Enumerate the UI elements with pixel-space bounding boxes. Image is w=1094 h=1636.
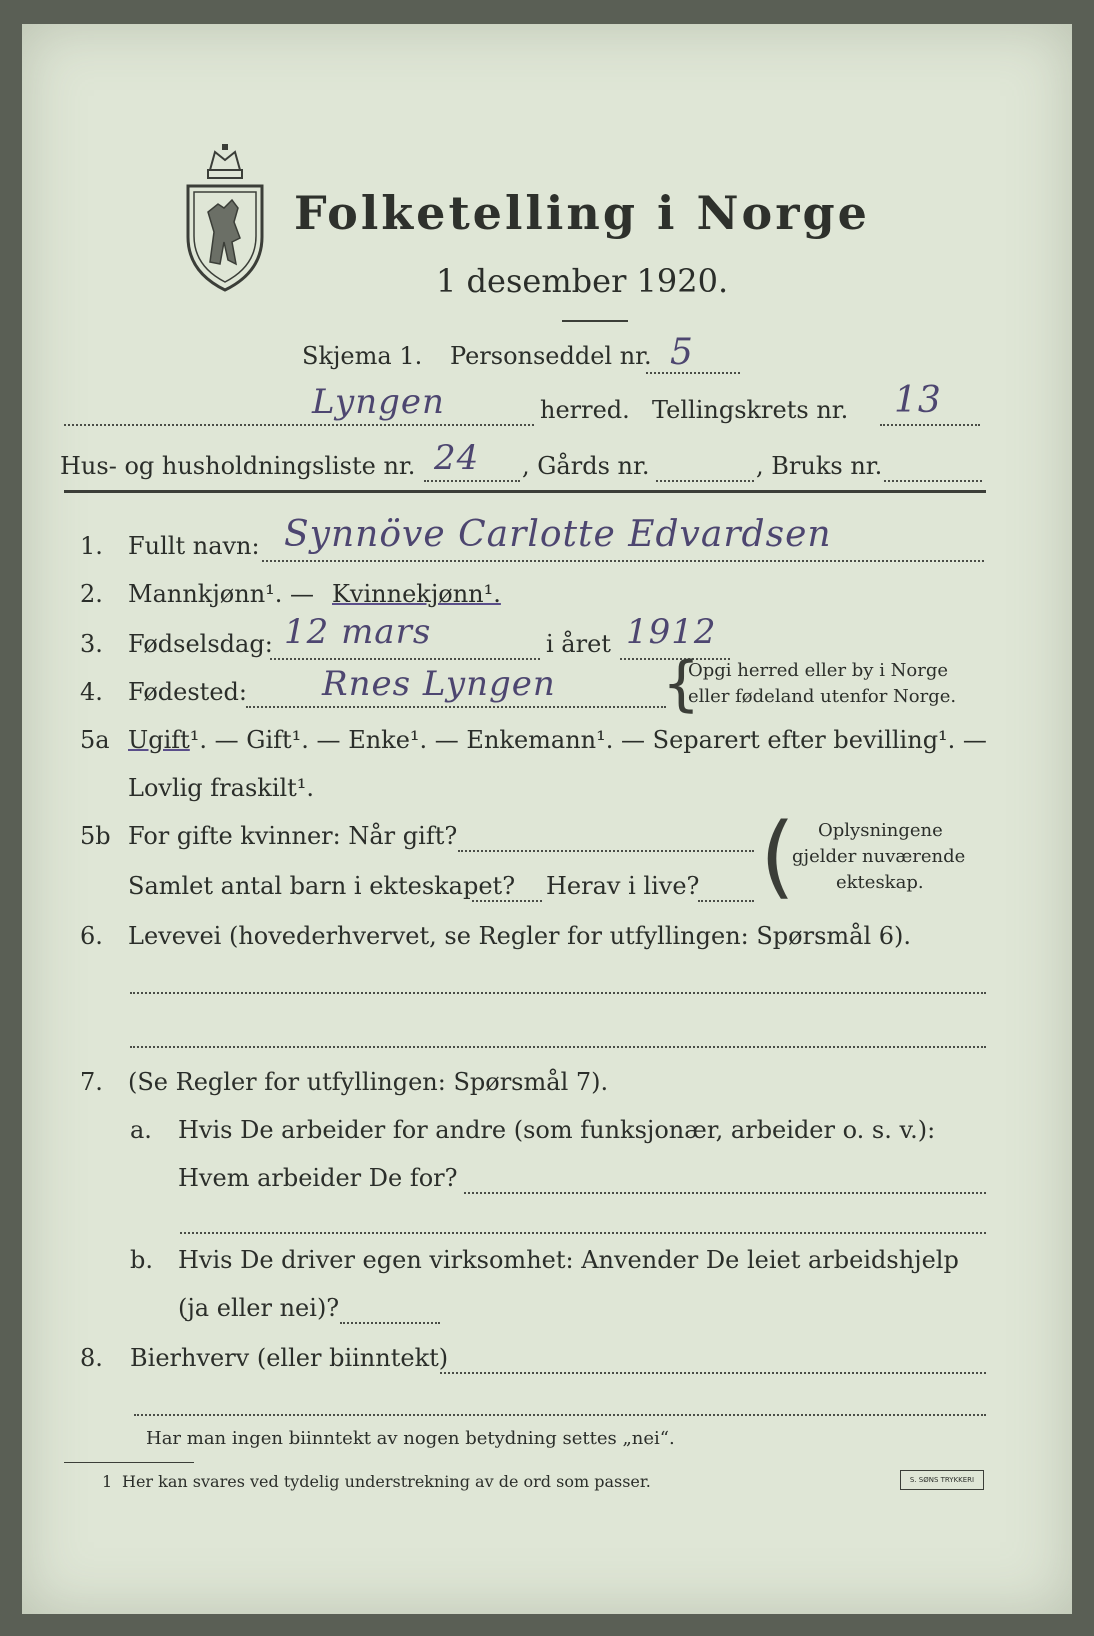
- q7-label: (Se Regler for utfyllingen: Spørsmål 7).: [128, 1068, 609, 1096]
- q1-number: 1.: [80, 532, 103, 560]
- q6-number: 6.: [80, 922, 103, 950]
- q5b-brace: (: [760, 804, 796, 909]
- biinntekt-note: Har man ingen biinntekt av nogen betydning settes „nei“.: [146, 1428, 675, 1449]
- title-divider: [562, 320, 628, 322]
- hus-line: [424, 480, 520, 482]
- q7b-label: Hvis De driver egen virksomhet: Anvender De leiet arbeidshjelp: [178, 1246, 959, 1274]
- q4-note-1: Opgi herred eller by i Norge: [688, 660, 949, 681]
- q8-line-2: [134, 1414, 986, 1416]
- q4-value: Rnes Lyngen: [322, 664, 556, 704]
- q5a-ugift: Ugift: [128, 726, 190, 754]
- q5a-line-2: Lovlig fraskilt¹.: [128, 774, 315, 802]
- q2-number: 2.: [80, 580, 103, 608]
- q3-label: Fødselsdag:: [128, 630, 273, 658]
- personseddel-label: Personseddel nr.: [450, 342, 652, 370]
- q4-line: [246, 706, 666, 708]
- header-rule: [64, 490, 986, 493]
- q5b-line-2: [472, 900, 542, 902]
- q5b-label-2: Samlet antal barn i ekteskapet?: [128, 872, 516, 900]
- tellingskrets-line: [880, 424, 980, 426]
- q2-male: Mannkjønn¹. —: [128, 580, 315, 608]
- q1-value: Synnöve Carlotte Edvardsen: [284, 514, 832, 555]
- q5b-label-3: Herav i live?: [546, 872, 700, 900]
- q7a-label: Hvis De arbeider for andre (som funksjonær, arbeider o. s. v.):: [178, 1116, 936, 1144]
- q5b-note-1: Oplysningene: [818, 820, 943, 841]
- q5b-line-3: [698, 900, 754, 902]
- q7a-label-2: Hvem arbeider De for?: [178, 1164, 458, 1192]
- q5b-note-2: gjelder nuværende: [792, 846, 966, 867]
- q6-line-2: [130, 1046, 986, 1048]
- q2-female: Kvinnekjønn¹.: [332, 580, 501, 608]
- q8-line-1: [440, 1372, 986, 1374]
- q7-number: 7.: [80, 1068, 103, 1096]
- q4-label: Fødested:: [128, 678, 247, 706]
- census-form-sheet: [22, 24, 1072, 1614]
- q7a-number: a.: [130, 1116, 152, 1144]
- q7b-line: [340, 1322, 440, 1324]
- q7b-label-2: (ja eller nei)?: [178, 1294, 340, 1322]
- q5a-number: 5a: [80, 726, 110, 754]
- q5a-options: [128, 726, 987, 754]
- bruks-line: [884, 480, 982, 482]
- herred-value: Lyngen: [312, 382, 445, 422]
- tellingskrets-label: Tellingskrets nr.: [652, 396, 849, 424]
- q8-label: Bierhverv (eller biinntekt): [130, 1344, 449, 1372]
- q1-line: [262, 560, 984, 562]
- footnote-divider: [64, 1462, 194, 1463]
- norway-coat-of-arms-icon: [180, 142, 270, 292]
- q5b-note-3: ekteskap.: [836, 872, 924, 893]
- q5a-rest: ¹. — Gift¹. — Enke¹. — Enkemann¹. — Separert efter bevilling¹. —: [189, 726, 987, 754]
- q3-value: 12 mars: [284, 612, 432, 652]
- q6-label: Levevei (hovederhvervet, se Regler for utfyllingen: Spørsmål 6).: [128, 922, 912, 950]
- herred-label: herred.: [540, 396, 630, 424]
- printer-stamp: S. SØNS TRYKKERI: [900, 1470, 984, 1490]
- q7a-line-2: [180, 1232, 986, 1234]
- q6-line-1: [130, 992, 986, 994]
- q3-line: [270, 658, 540, 660]
- q7a-line-1: [464, 1192, 986, 1194]
- q4-brace: {: [662, 649, 701, 719]
- q3-year-value: 1912: [626, 612, 717, 652]
- gards-label: , Gårds nr.: [522, 452, 650, 480]
- q1-label: Fullt navn:: [128, 532, 260, 560]
- footnote-text: Her kan svares ved tydelig understrekning av de ord som passer.: [122, 1472, 651, 1491]
- gards-line: [656, 480, 754, 482]
- form-date: 1 desember 1920.: [436, 262, 729, 300]
- q4-note-2: eller fødeland utenfor Norge.: [688, 686, 957, 707]
- q7b-number: b.: [130, 1246, 153, 1274]
- form-title: Folketelling i Norge: [294, 186, 870, 240]
- q8-number: 8.: [80, 1344, 103, 1372]
- hus-value: 24: [434, 438, 480, 478]
- q3-year-label: i året: [546, 630, 611, 658]
- q5b-number: 5b: [80, 822, 111, 850]
- q3-number: 3.: [80, 630, 103, 658]
- skjema-label: Skjema 1.: [302, 342, 423, 370]
- tellingskrets-value: 13: [894, 380, 942, 421]
- footnote-number: 1: [102, 1472, 113, 1491]
- hus-label: Hus- og husholdningsliste nr.: [60, 452, 416, 480]
- q4-number: 4.: [80, 678, 103, 706]
- bruks-label: , Bruks nr.: [756, 452, 883, 480]
- q5b-line-1: [458, 850, 754, 852]
- q5b-label-1: For gifte kvinner: Når gift?: [128, 822, 458, 850]
- herred-line: [64, 424, 534, 426]
- personseddel-value: 5: [670, 332, 694, 373]
